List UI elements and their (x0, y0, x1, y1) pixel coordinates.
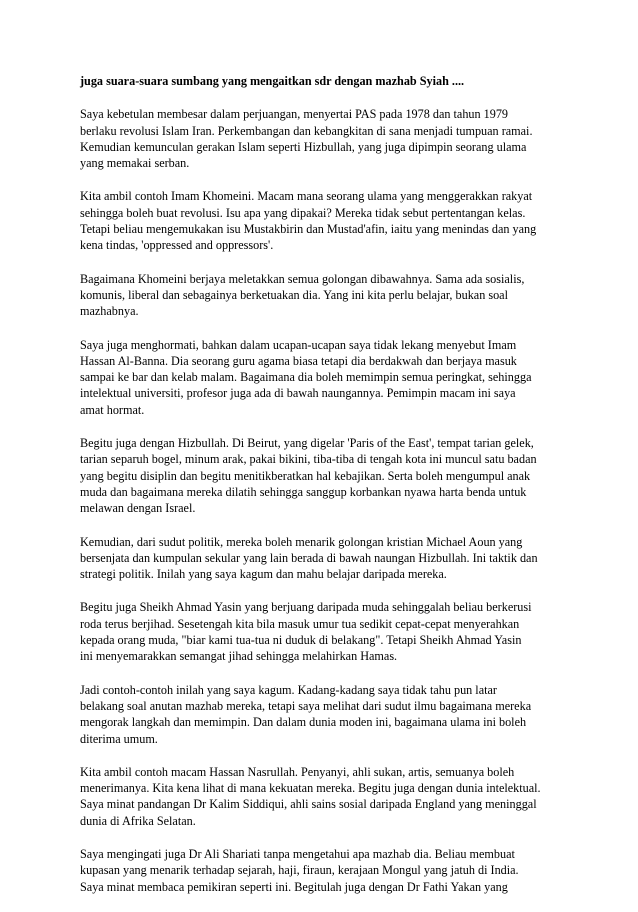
paragraph-line: Kemudian, dari sudut politik, mereka boleh menarik golongan kristian Michael Aoun yang (80, 534, 523, 549)
paragraph-line: Saya juga menghormati, bahkan dalam ucapan-ucapan saya tidak lekang menyebut Imam (80, 337, 517, 352)
paragraph-line: sehingga boleh buat revolusi. Isu apa yang dipakai? Mereka tidak sebut pertentangan kelas. (80, 205, 526, 220)
paragraph-line: amat hormat. (80, 402, 145, 417)
document-page (80, 73, 566, 912)
paragraph-line: mengorak langkah dan memimpin. Dan dalam dunia moden ini, bagaimana ulama ini boleh (80, 715, 527, 730)
paragraph (80, 271, 566, 320)
paragraph (80, 435, 566, 516)
paragraph-line: intelektual universiti, profesor juga ada di bawah naungannya. Pemimpin macam ini saya (80, 386, 516, 401)
paragraph-line: komunis, liberal dan sebagainya berketuakan dia. Yang ini kita perlu belajar, bukan soal (80, 287, 508, 302)
paragraph-line: Kita ambil contoh macam Hassan Nasrullah. Penyanyi, ahli sukan, artis, semuanya boleh (80, 764, 515, 779)
paragraph (80, 682, 566, 747)
paragraph-line: muda dan bagaimana mereka dilatih sehingga sanggup korbankan nyawa harta benda untuk (80, 484, 527, 499)
paragraph-line: kena tindas, 'oppressed and oppressors'. (80, 238, 274, 253)
paragraph-line: berlaku revolusi Islam Iran. Perkembangan dan kebangkitan di sana menjadi tumpuan ramai. (80, 123, 533, 138)
paragraph-line: bersenjata dan kumpulan sekular yang lain berada di bawah naungan Hizbullah. Ini taktik dan (80, 550, 538, 565)
paragraph-line: yang begitu disiplin dan begitu menitikberatkan hal kebajikan. Serta boleh mengumpul anak (80, 468, 531, 483)
paragraph-line: Saya kebetulan membesar dalam perjuangan, menyertai PAS pada 1978 dan tahun 1979 (80, 107, 509, 122)
document-body (80, 106, 566, 895)
paragraph-line: yang memakai serban. (80, 156, 190, 171)
paragraph (80, 599, 566, 664)
paragraph-line: melawan dengan Israel. (80, 501, 196, 516)
paragraph (80, 188, 566, 253)
paragraph-line: dunia di Afrika Selatan. (80, 813, 196, 828)
paragraph-line: Saya minat pandangan Dr Kalim Siddiqui, ahli sains sosial daripada England yang meninggal (80, 797, 537, 812)
paragraph-line: menerimanya. Kita kena lihat di mana kekuatan mereka. Begitu juga dengan dunia intelektual. (80, 781, 541, 796)
paragraph-line: mazhabnya. (80, 304, 139, 319)
paragraph-line: diterima umum. (80, 731, 158, 746)
paragraph-line: ini menyemarakkan semangat jihad sehingga melahirkan Hamas. (80, 649, 398, 664)
paragraph-line: Kita ambil contoh Imam Khomeini. Macam mana seorang ulama yang menggerakkan rakyat (80, 189, 533, 204)
paragraph-line: kepada orang muda, "biar kami tua-tua ni duduk di belakang". Tetapi Sheikh Ahmad Yasin (80, 633, 522, 648)
paragraph-line: Tetapi beliau mengemukakan isu Mustakbirin dan Mustad'afin, iaitu yang menindas dan yang (80, 222, 537, 237)
paragraph-line: Begitu juga dengan Hizbullah. Di Beirut, yang digelar 'Paris of the East', tempat tarian gelek, (80, 436, 534, 451)
paragraph (80, 534, 566, 583)
paragraph-line: strategi politik. Inilah yang saya kagum dan mahu belajar daripada mereka. (80, 567, 447, 582)
paragraph (80, 764, 566, 829)
paragraph (80, 106, 566, 171)
paragraph-line: Bagaimana Khomeini berjaya meletakkan semua golongan dibawahnya. Sama ada sosialis, (80, 271, 525, 286)
paragraph-line: roda terus berjihad. Sesetengah kita bila masuk umur tua sedikit cepat-cepat menyerahkan (80, 616, 520, 631)
paragraph-line: Hassan Al-Banna. Dia seorang guru agama biasa tetapi dia berdakwah dan berjaya masuk (80, 353, 517, 368)
paragraph-line: kupasan yang menarik terhadap sejarah, haji, firaun, kerajaan Mongul yang jatuh di India. (80, 863, 519, 878)
paragraph-line: belakang soal anutan mazhab mereka, tetapi saya melihat dari sudut ilmu bagaimana mereka (80, 698, 532, 713)
document-heading: juga suara-suara sumbang yang mengaitkan sdr dengan mazhab Syiah .... (80, 74, 465, 88)
paragraph-line: Jadi contoh-contoh inilah yang saya kagum. Kadang-kadang saya tidak tahu pun latar (80, 682, 497, 697)
paragraph-line: Begitu juga Sheikh Ahmad Yasin yang berjuang daripada muda sehinggalah beliau berkerusi (80, 600, 532, 615)
paragraph-line: Kemudian kemunculan gerakan Islam seperti Hizbullah, yang juga dipimpin seorang ulama (80, 139, 527, 154)
paragraph (80, 846, 566, 895)
paragraph (80, 337, 566, 418)
paragraph-line: sampai ke bar dan kelab malam. Bagaimana dia boleh memimpin semua peringkat, sehingga (80, 370, 532, 385)
paragraph-line: Saya mengingati juga Dr Ali Shariati tanpa mengetahui apa mazhab dia. Beliau membuat (80, 846, 515, 861)
paragraph-line: Saya minat membaca pemikiran seperti ini. Begitulah juga dengan Dr Fathi Yakan yang (80, 879, 508, 894)
paragraph-line: tarian separuh bogel, minum arak, pakai bikini, tiba-tiba di tengah kota ini muncul satu badan (80, 452, 537, 467)
